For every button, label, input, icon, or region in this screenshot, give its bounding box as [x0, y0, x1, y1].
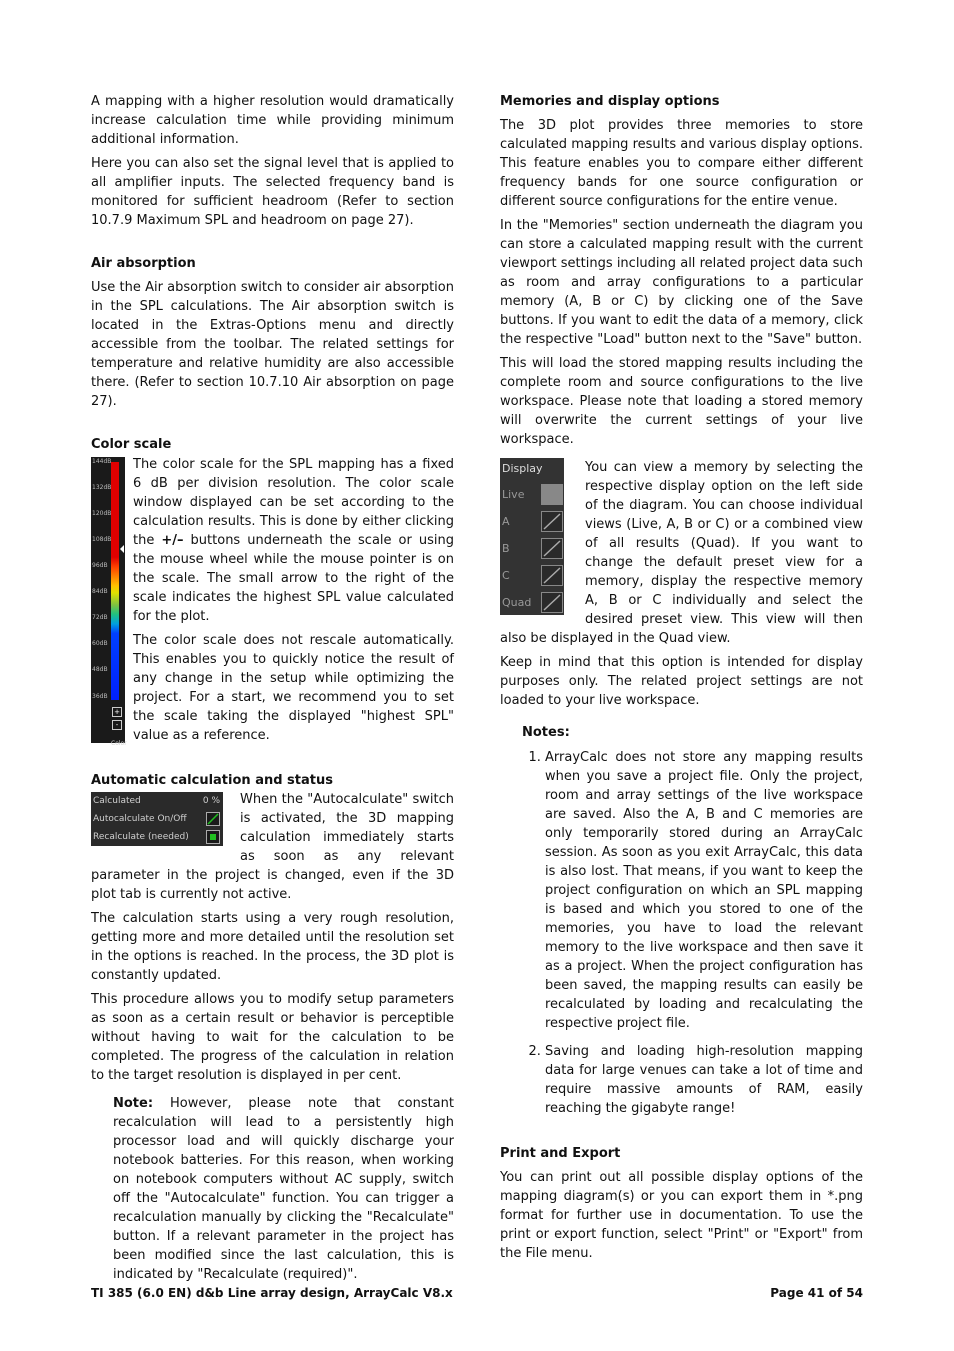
heading-print-export: Print and Export [500, 1146, 621, 1161]
display-options-block [500, 458, 863, 653]
scale-tick: 132dB [92, 484, 112, 491]
notes-list [500, 748, 863, 1118]
recalc-indicator-icon [210, 834, 216, 840]
autocalc-checkbox[interactable] [206, 812, 220, 826]
autocalc-row[interactable] [91, 810, 223, 828]
heading-auto-calc: Automatic calculation and status [91, 773, 333, 788]
note-item: 1. ArrayCalc does not store any mapping results when you save a project file. Only the project, room and array settings of the live workspace are saved. Also the A, B and C memories are only temporarily stored during an ArrayCalc session. As soon as you exit ArrayCalc, this data is also lost. That means, if you want to keep the project configuration on which an SPL mapping is based and which you stored to one of the memories, you have to load the relevant memory to the live workspace and then save it as a project. When the project configuration has been saved, the mapping results can easily be recalculated by loading and recalculating the respective project file. [545, 748, 863, 1033]
display-option-c[interactable]: C [502, 569, 510, 582]
scale-minus-button[interactable]: - [112, 720, 122, 730]
paragraph-color-scale-1 [91, 455, 454, 626]
scale-tick: 48dB [92, 666, 108, 673]
display-option-b[interactable]: B [502, 542, 510, 555]
paragraph-auto-calc-3: This procedure allows you to modify setup parameters as soon as a certain result or behavior is perceptible without having to wait for the calculation to be completed. The progress of the calculation in relation to the target resolution is displayed in per cent. [91, 992, 454, 1083]
calculated-label: Calculated [93, 796, 141, 806]
plus-minus-text: +/– [161, 533, 184, 548]
right-column [500, 92, 863, 1268]
calc-status-image [91, 792, 223, 846]
section-air-absorption [91, 254, 454, 411]
footer-document-title: TI 385 (6.0 EN) d&b Line array design, ArrayCalc V8.x [91, 1286, 453, 1300]
note-text: However, please note that constant recalculation will lead to a persistently high processor load and will quickly discharge your notebook batteries. For this reason, when working on notebook computers without AC supply, switch off the "Autocalculate" function. You can trigger a recalculation manually by clicking the "Recalculate" button. If a relevant parameter in the project has been modified since the last calculation, this is indicated by "Recalculate (required)". [113, 1096, 454, 1282]
b-toggle[interactable] [541, 538, 563, 559]
footer-page-number: Page 41 of 54 [770, 1286, 863, 1300]
note-label: Note: [113, 1096, 154, 1111]
color-scale-bar[interactable] [111, 462, 119, 700]
paragraph-display-purposes: Keep in mind that this option is intended for display purposes only. The related project settings are not loaded to your live workspace. [500, 655, 863, 708]
check-icon [207, 813, 219, 825]
note-block [113, 1094, 454, 1284]
paragraph-air-absorption: Use the Air absorption switch to consider air absorption in the SPL calculations. The Air absorption switch is located in the Extras-Options menu and directly accessible from the toolbar. The related settings for temperature and relative humidity are also accessible there. (Refer to section 10.7.10 Air absorption on page 27). [91, 280, 454, 409]
paragraph-memories-2: In the "Memories" section underneath the diagram you can store a calculated mapping result with the current viewport settings including all related project data such as room and array configurations to a particular memory (A, B or C) by clicking one of the Save buttons. If you want to edit the data of a memory, click the respective "Load" button next to the "Save" button. [500, 218, 863, 347]
scale-tick: 60dB [92, 640, 108, 647]
slash-icon [542, 512, 562, 531]
calculated-row [91, 792, 223, 810]
section-auto-calc [91, 771, 454, 1284]
scale-tick: 36dB [92, 693, 108, 700]
left-column [91, 92, 454, 1289]
display-panel-image [500, 458, 564, 615]
scale-tick: 96dB [92, 562, 108, 569]
slash-icon [542, 539, 562, 558]
text-run: buttons underneath the scale or using the mouse wheel while the mouse pointer is on the scale. The small arrow to the right of the scale indicates the highest SPL value calculated for the plot. [133, 533, 455, 624]
recalc-label: Recalculate (needed) [93, 832, 189, 842]
paragraph-print-export: You can print out all possible display options of the mapping diagram(s) or you can export them in *.png format for further use in documentation. To use the print or export function, select "Print" or "Export" from the File menu. [500, 1170, 863, 1261]
section-print-export [500, 1144, 863, 1263]
text-run: The color scale for the SPL mapping has a fixed 6 dB per division resolution. The color scale window displayed can be set according to the calculation results. This is done by either clicking the [133, 457, 454, 548]
scale-tick: 120dB [92, 510, 112, 517]
paragraph-auto-calc-1: When the "Autocalculate" switch is activated, the 3D mapping calculation immediately starts as soon as any relevant parameter in the project is changed, even if the 3D plot tab is currently not active. [91, 792, 454, 902]
paragraph-memories-1: The 3D plot provides three memories to store calculated mapping results and various display options. This feature enables you to compare either different frequency bands for one source configuration or different source configurations for the entire venue. [500, 118, 863, 209]
scale-plus-button[interactable]: + [112, 707, 122, 717]
paragraph-display-options: You can view a memory by selecting the respective display option on the left side of the diagram. You can choose individual views (Live, A, B or C) or a combined view of all results (Quad). If you want to change the default preset view for a memory, display the respective memory A, B or C individually and select the desired preset view. This view will then also be displayed in the Quad view. [500, 460, 863, 646]
scale-tick: 108dB [92, 536, 112, 543]
paragraph-signal-level: Here you can also set the signal level that is applied to all amplifier inputs. The selected frequency band is monitored for sufficient headroom (Refer to section 10.7.9 Maximum SPL and headroom on page 27). [91, 156, 454, 228]
scale-caption: Color [111, 740, 127, 747]
a-toggle[interactable] [541, 511, 563, 532]
c-toggle[interactable] [541, 565, 563, 586]
scale-tick: 144dB [92, 458, 112, 465]
heading-air-absorption: Air absorption [91, 256, 196, 271]
slash-icon [542, 593, 562, 612]
slash-icon [542, 566, 562, 585]
scale-tick: 84dB [92, 588, 108, 595]
quad-toggle[interactable] [541, 592, 563, 613]
scale-tick: 72dB [92, 614, 108, 621]
display-panel [500, 458, 564, 615]
calculated-value: 0 % [202, 796, 220, 806]
color-scale-image [91, 457, 127, 747]
live-toggle[interactable] [541, 484, 563, 505]
display-option-quad[interactable]: Quad [502, 596, 532, 609]
display-option-live[interactable]: Live [502, 488, 525, 501]
paragraph-resolution: A mapping with a higher resolution would dramatically increase calculation time while providing minimum additional information. [91, 94, 454, 147]
heading-memories: Memories and display options [500, 94, 720, 109]
display-option-a[interactable]: A [502, 515, 510, 528]
heading-color-scale: Color scale [91, 437, 172, 452]
recalc-button[interactable] [206, 830, 220, 844]
recalc-row[interactable] [91, 828, 223, 846]
display-title: Display [502, 462, 543, 475]
notes-block [500, 723, 863, 1118]
paragraph-memories-3: This will load the stored mapping results including the complete room and source configurations to the live workspace. Please note that loading a stored memory will overwrite the current settings of your live workspace. [500, 356, 863, 447]
paragraph-color-scale-2: The color scale does not rescale automatically. This enables you to quickly notice the result of any change in the setup while optimizing the project. For a start, we recommend you to set the scale taking the displayed "highest SPL" value as a reference. [133, 633, 454, 743]
color-scale-widget[interactable] [91, 457, 127, 747]
note-item: 2. Saving and loading high-resolution mapping data for large venues can take a lot of time and require massive amounts of RAM, easily reaching the gigabyte range! [545, 1042, 863, 1118]
highest-spl-arrow-icon [120, 545, 124, 553]
section-color-scale [91, 435, 454, 750]
autocalc-label: Autocalculate On/Off [93, 814, 187, 824]
heading-notes: Notes: [522, 725, 570, 740]
calc-status-panel [91, 792, 223, 846]
paragraph-auto-calc-2: The calculation starts using a very rough resolution, getting more and more detailed until the resolution set in the options is reached. In the process, the 3D plot is constantly updated. [91, 911, 454, 983]
